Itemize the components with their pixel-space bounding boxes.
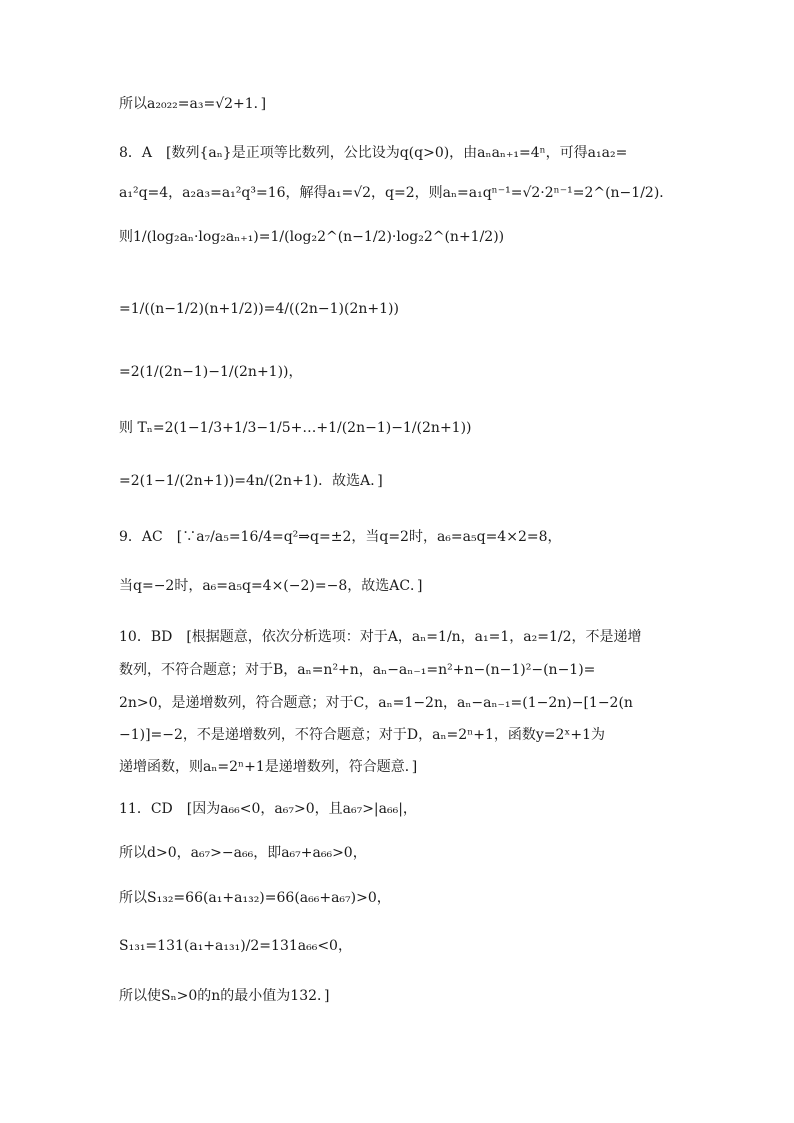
text-line-13: 2n>0，是递增数列，符合题意；对于C，aₙ=1−2n，aₙ−aₙ₋₁=(1−2n)−[1−2(n (119, 695, 633, 711)
text-line-11: 10．BD [根据题意，依次分析选项：对于A，aₙ=1/n，a₁=1，a₂=1/2，不是递增 (119, 629, 642, 645)
text-line-8: =2(1−1/(2n+1))=4n/(2n+1)．故选A．] (119, 473, 383, 489)
text-line-18: 所以S₁₃₂=66(a₁+a₁₃₂)=66(a₆₆+a₆₇)>0， (119, 890, 391, 906)
text-line-6: =2(1/(2n−1)−1/(2n+1))， (119, 364, 303, 380)
text-line-19: S₁₃₁=131(a₁+a₁₃₁)/2=131a₆₆<0， (119, 938, 352, 954)
text-line-16: 11．CD [因为a₆₆<0，a₆₇>0，且a₆₇>|a₆₆|， (119, 801, 417, 817)
text-line-3: a₁²q=4，a₂a₃=a₁²q³=16，解得a₁=√2，q=2，则aₙ=a₁qⁿ⁻¹=√2·2ⁿ⁻¹=2^(n−1/2)． (119, 185, 674, 201)
text-line-7: 则 Tₙ=2(1−1/3+1/3−1/5+…+1/(2n−1)−1/(2n+1)) (119, 420, 472, 436)
text-line-15: 递增函数，则aₙ=2ⁿ+1是递增数列，符合题意．] (119, 759, 418, 775)
text-line-10: 当q=−2时，a₆=a₅q=4×(−2)=−8，故选AC．] (119, 578, 423, 594)
text-line-1: 所以a₂₀₂₂=a₃=√2+1．] (119, 96, 267, 112)
text-line-4: 则1/(log₂aₙ·log₂aₙ₊₁)=1/(log₂2^(n−1/2)·log₂2^(n+1/2)) (119, 229, 505, 245)
text-line-12: 数列，不符合题意；对于B，aₙ=n²+n，aₙ−aₙ₋₁=n²+n−(n−1)²−(n−1)= (119, 662, 596, 678)
text-line-17: 所以d>0，a₆₇>−a₆₆，即a₆₇+a₆₆>0， (119, 845, 367, 861)
text-line-14: −1)]=−2，不是递增数列，不符合题意；对于D，aₙ=2ⁿ+1，函数y=2ˣ+1为 (119, 727, 606, 743)
text-line-20: 所以使Sₙ>0的n的最小值为132．] (119, 988, 330, 1004)
text-line-2: 8．A [数列{aₙ}是正项等比数列，公比设为q(q>0)，由aₙaₙ₊₁=4ⁿ，可得a₁a₂= (119, 145, 628, 161)
text-line-9: 9．AC [∵a₇/a₅=16/4=q²⇒q=±2，当q=2时，a₆=a₅q=4×2=8， (119, 529, 562, 545)
text-line-5: =1/((n−1/2)(n+1/2))=4/((2n−1)(2n+1)) (119, 301, 399, 317)
